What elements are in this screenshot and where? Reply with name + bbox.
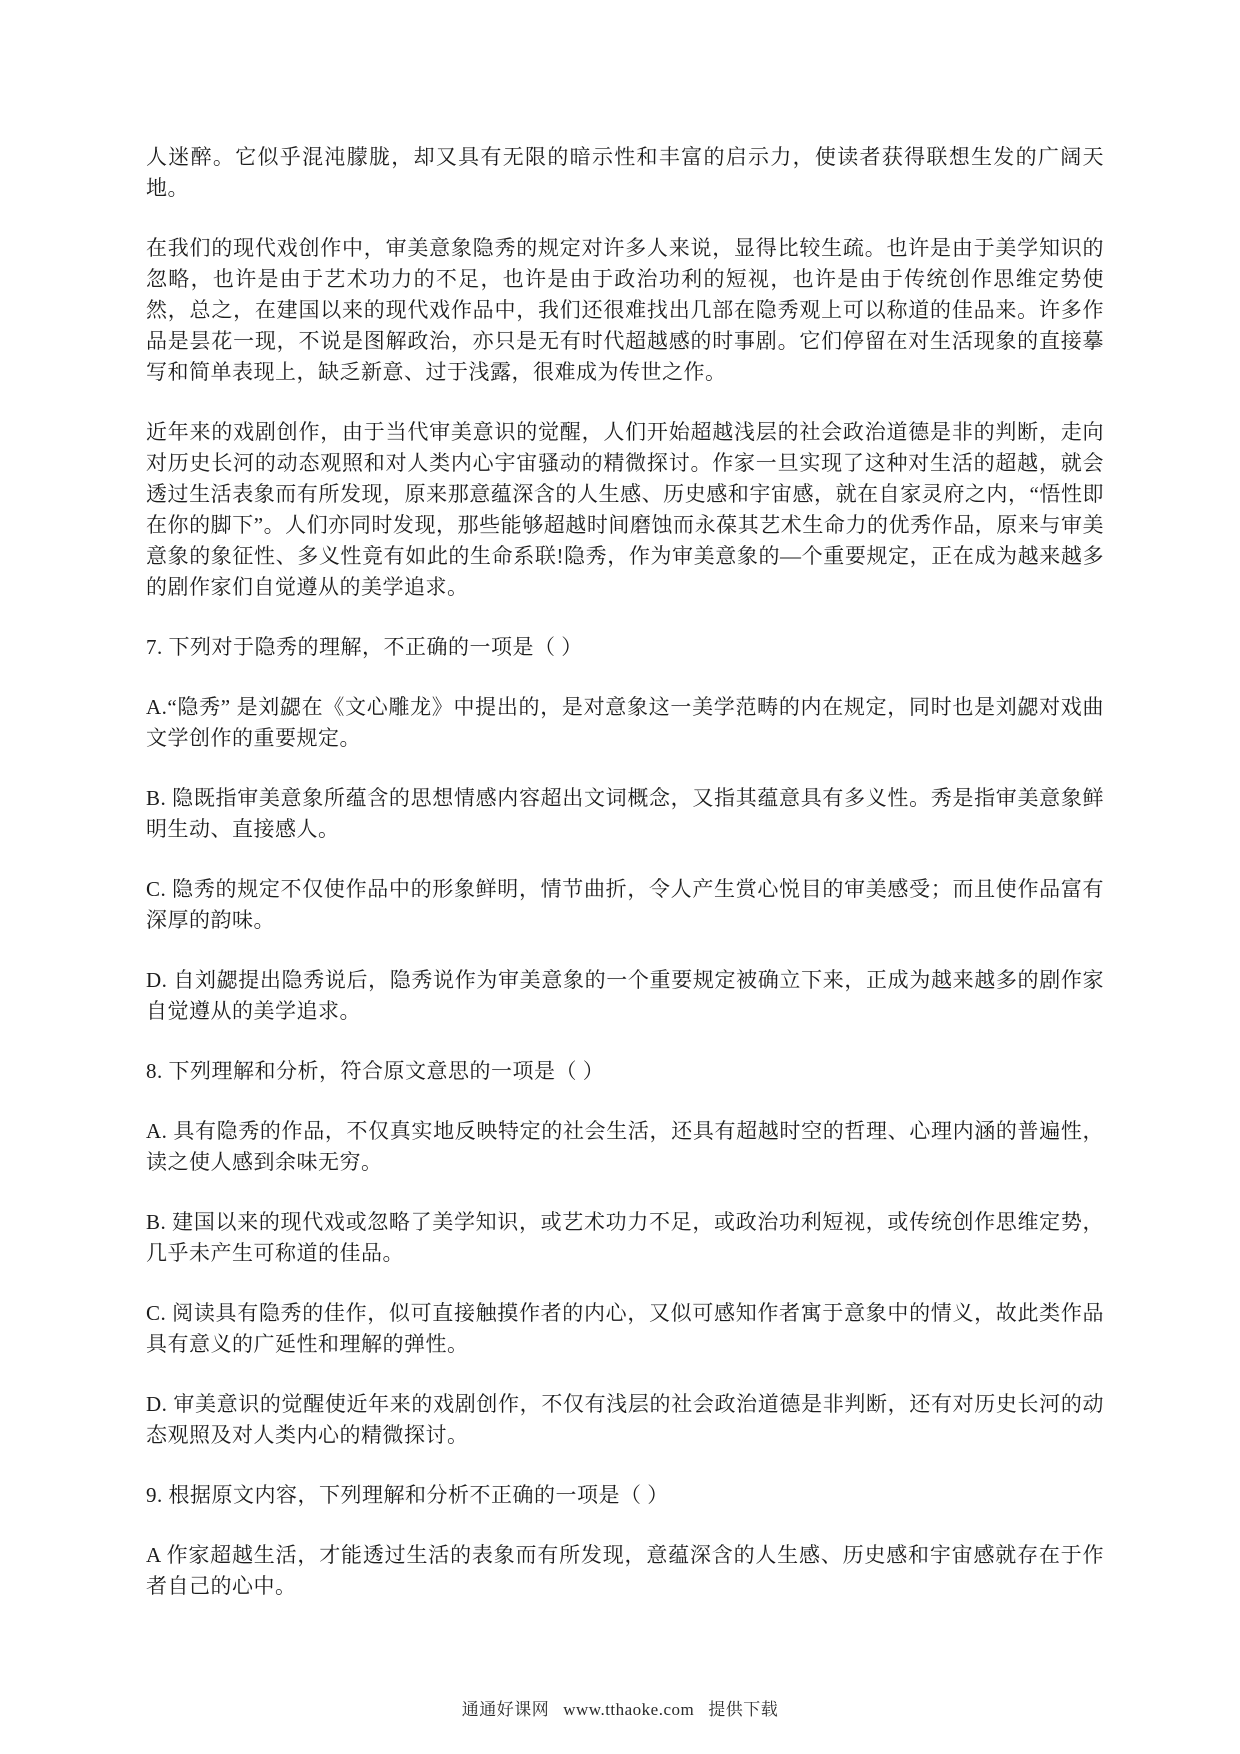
footer-site-name: 通通好课网 — [461, 1700, 550, 1719]
question-7-option-b: B. 隐既指审美意象所蕴含的思想情感内容超出文词概念，又指其蕴意具有多义性。秀是指审美意象鲜明生动、直接感人。 — [146, 786, 1104, 841]
question-8-option-d: D. 审美意识的觉醒使近年来的戏剧创作，不仅有浅层的社会政治道德是非判断，还有对历史长河的动态观照及对人类内心的精微探讨。 — [146, 1392, 1104, 1447]
footer-download-label: 提供下载 — [708, 1700, 779, 1719]
question-8-option-c: C. 阅读具有隐秀的佳作，似可直接触摸作者的内心，又似可感知作者寓于意象中的情义，故此类作品具有意义的广延性和理解的弹性。 — [146, 1301, 1104, 1356]
question-8-stem: 8. 下列理解和分析，符合原文意思的一项是（ ） — [146, 1059, 605, 1083]
passage-paragraph-3: 近年来的戏剧创作，由于当代审美意识的觉醒，人们开始超越浅层的社会政治道德是非的判断，走向对历史长河的动态观照和对人类内心宇宙骚动的精微探讨。作家一旦实现了这种对生活的超越，就会透过生活表象而有所发现，原来那意蕴深含的人生感、历史感和宇宙感，就在自家灵府之内，“悟性即在你的脚下”。人们亦同时发现，那些能够超越时间磨蚀而永葆其艺术生命力的优秀作品，原来与审美意象的象征性、多义性竟有如此的生命系联!隐秀，作为审美意象的—个重要规定，正在成为越来越多的剧作家们自觉遵从的美学追求。 — [146, 420, 1104, 599]
question-7-block — [146, 632, 1104, 1027]
question-9-stem: 9. 根据原文内容，下列理解和分析不正确的一项是（ ） — [146, 1483, 669, 1507]
question-8-block — [146, 1056, 1104, 1451]
question-7-stem: 7. 下列对于隐秀的理解，不正确的一项是（ ） — [146, 635, 583, 659]
passage-paragraph-1: 人迷醉。它似乎混沌朦胧，却又具有无限的暗示性和丰富的启示力，使读者获得联想生发的广阔天地。 — [146, 145, 1104, 200]
question-7-option-a: A.“隐秀” 是刘勰在《文心雕龙》中提出的，是对意象这一美学范畴的内在规定，同时也是刘勰对戏曲文学创作的重要规定。 — [146, 695, 1104, 750]
question-7-option-d: D. 自刘勰提出隐秀说后，隐秀说作为审美意象的一个重要规定被确立下来，正成为越来越多的剧作家自觉遵从的美学追求。 — [146, 968, 1104, 1023]
reading-passage-and-questions — [146, 142, 1104, 1631]
question-7-option-c: C. 隐秀的规定不仅使作品中的形象鲜明，情节曲折，令人产生赏心悦目的审美感受；而且使作品富有深厚的韵味。 — [146, 877, 1104, 932]
question-8-option-b: B. 建国以来的现代戏或忽略了美学知识，或艺术功力不足，或政治功利短视，或传统创作思维定势，几乎未产生可称道的佳品。 — [146, 1210, 1104, 1265]
question-9-option-a: A 作家超越生活，才能透过生活的表象而有所发现，意蕴深含的人生感、历史感和宇宙感就存在于作者自己的心中。 — [146, 1543, 1104, 1598]
passage-paragraph-2: 在我们的现代戏创作中，审美意象隐秀的规定对许多人来说，显得比较生疏。也许是由于美学知识的忽略，也许是由于艺术功力的不足，也许是由于政治功利的短视，也许是由于传统创作思维定势使然，总之，在建国以来的现代戏作品中，我们还很难找出几部在隐秀观上可以称道的佳品来。许多作品是昙花一现，不说是图解政治，亦只是无有时代超越感的时事剧。它们停留在对生活现象的直接摹写和简单表现上，缺乏新意、过于浅露，很难成为传世之作。 — [146, 236, 1104, 384]
footer-url: www.tthaoke.com — [563, 1700, 695, 1719]
page-footer — [0, 1695, 1240, 1720]
question-8-option-a: A. 具有隐秀的作品，不仅真实地反映特定的社会生活，还具有超越时空的哲理、心理内涵的普遍性，读之使人感到余味无穷。 — [146, 1119, 1104, 1174]
question-9-block — [146, 1480, 1104, 1602]
